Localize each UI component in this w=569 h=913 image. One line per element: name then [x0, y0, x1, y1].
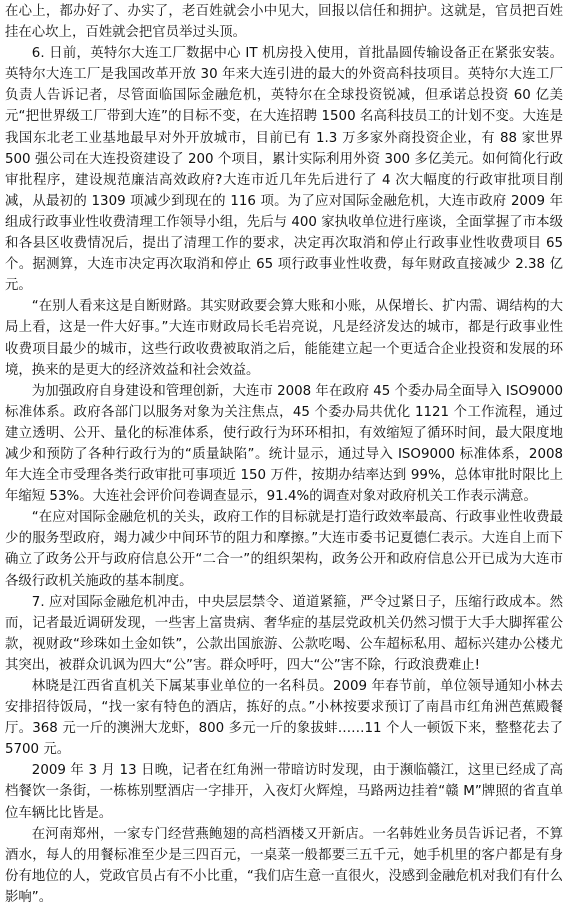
document-page: [0, 1, 569, 913]
paragraph-item-6: 6. 日前，英特尔大连工厂数据中心 IT 机房投入使用，首批晶圆传输设备正在紧张安装。英特尔大连工厂是我国改革开放 30 年来大连引进的最大的外资高科技项目。英特尔大连工厂负责人告诉记者，尽管面临国际金融危机，英特尔在全球投资锐减，但承诺总投资 60 亿美元“把世界级工厂带到大连”的目标不变，在大连招聘 1500 名高科技员工的计划不变。大连是我国东北老工业基地最早对外开放城市，目前已有 1.3 万多家外商投资企业，有 88 家世界 500 强公司在大连投资建设了 200 个项目，累计实际利用外资 300 多亿美元。如何简化行政审批程序，建设规范廉洁高效政府?大连市近几年先后进行了 4 次大幅度的行政审批项目削减，从最初的 1309 项减少到现在的 116 项。为了应对国际金融危机，大连市政府 2009 年组成行政事业性收费清理工作领导小组，先后与 400 家执收单位进行座谈，全面掌握了市本级和各县区收费情况后，提出了清理工作的要求，决定再次取消和停止行政事业性收费项目 65 个。据测算，大连市决定再次取消和停止 65 项行政事业性收费，每年财政直接减少 2.38 亿元。: [5, 46, 563, 294]
paragraph-secretary-quote: “在应对国际金融危机的关头，政府工作的目标就是打造行政效率最高、行政事业性收费最少的服务型政府，竭力减少中间环节的阻力和摩擦。”大连市委书记夏德仁表示。大连自上而下确立了政务公开与政府信息公开“二合一”的组织架构，政务公开和政府信息公开已成为大连市各级行政机关施政的基本制度。: [5, 510, 563, 589]
paragraph-finance-quote: “在别人看来这是自断财路。其实财政要会算大账和小账，从保增长、扩内需、调结构的大局上看，这是一件大好事。”大连市财政局长毛岩亮说，凡是经济发达的城市，都是行政事业性收费项目最少的城市，这些行政收费被取消之后，能能建立起一个更适合企业投资和发展的环境，换来的是更大的经济效益和社会效益。: [5, 299, 563, 378]
paragraph-item-7: 7. 应对国际金融危机冲击，中央层层禁令、道道紧箍，严令过紧日子，压缩行政成本。然而，记者最近调研发现，一些害上富贵病、奢华症的基层党政机关仍然习惯于大手大脚挥霍公款，视财政“珍珠如土金如铁”，公款出国旅游、公款吃喝、公车超标私用、超标兴建办公楼尤其突出，被群众讥讽为四大“公”害。群众呼吁，四大“公”害不除，行政浪费难止!: [5, 594, 563, 673]
paragraph-march-13: 2009 年 3 月 13 日晚，记者在红角洲一带暗访时发现，由于濒临赣江，这里已经成了高档餐饮一条街，一栋栋别墅酒店一字排开，入夜灯火辉煌，马路两边挂着“赣 M”牌照的省直单位车辆比比皆是。: [5, 763, 563, 821]
paragraph-lin-xiao: 林晓是江西省直机关下属某事业单位的一名科员。2009 年春节前，单位领导通知小林去安排招待饭局，“找一家有特色的酒店，拣好的点。”小林按要求预订了南昌市红角洲芭蕉殿餐厅。368 元一斤的澳洲大龙虾，800 多元一斤的象拔蚌……11 个人一顿饭下来，整整花去了 5700 元。: [5, 679, 563, 758]
paragraph-zhengzhou: 在河南郑州，一家专门经营燕鲍翅的高档酒楼又开新店。一名韩姓业务员告诉记者，不算酒水，每人的用餐标准至少是三四百元，一桌菜一般都要三五千元，她手机里的客户都是有身份有地位的人，党政官员占有不小比重，“我们店生意一直很火，没感到金融危机对我们有什么影响”。: [5, 826, 563, 905]
paragraph-continued: 在心上，都办好了、办实了，老百姓就会小中见大，回报以信任和拥护。这就是，官员把百姓挂在心坎上，百姓就会把官员举过头顶。: [5, 4, 563, 41]
paragraph-iso9000: 为加强政府自身建设和管理创新，大连市 2008 年在政府 45 个委办局全面导入 ISO9000 标准体系。政府各部门以服务对象为关注焦点，45 个委办局共优化 1121 个工作流程，通过建立透明、公开、量化的标准体系，使行政行为环环相扣，有效缩短了循环时间，最大限度地减少和预防了各种行政行为的“质量缺陷”。统计显示，通过导入 ISO9000 标准体系，2008 年大连全市受理各类行政审批可事项近 150 万件，按期办结率达到 99%，总体审批时限比上年缩短 53%。大连社会评价问卷调查显示，91.4%的调查对象对政府机关工作表示满意。: [5, 383, 563, 505]
